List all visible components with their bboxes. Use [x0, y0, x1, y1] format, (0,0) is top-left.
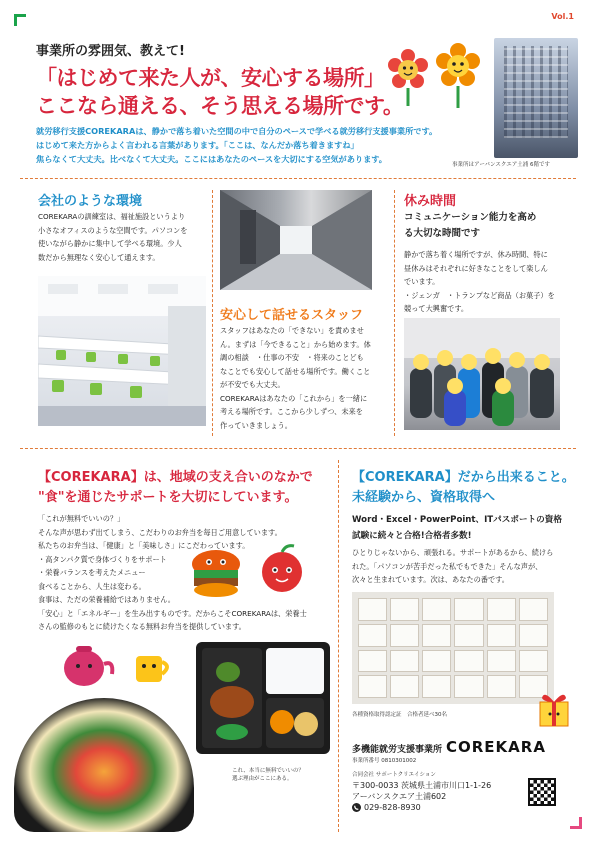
- building-caption: 事業所はアーバンスクエア土浦 6階です: [452, 162, 551, 168]
- phone-icon: [352, 803, 361, 812]
- intro-line: 就労移行支援COREKARAは、静かで落ち着いた空間の中で自分のペースで学べる就労移行支援事業所です。: [36, 126, 438, 136]
- intro-line: はじめて来た方からよく言われる言葉があります。「ここは、なんだか落ち着きますね」: [36, 140, 359, 150]
- flower-mascots-icon: [384, 36, 484, 116]
- bento-caption-line-2: 選ぶ理由がここにある。: [232, 776, 293, 782]
- certificates-caption: 各種資格取得認定証 合格者延べ30名: [352, 712, 447, 718]
- office-photo: [38, 276, 206, 426]
- hallway-photo: [220, 190, 372, 290]
- footer-phone-row: [352, 802, 421, 813]
- food-text: 「これが無料でいいの？」 そんな声が思わず出てしまう、こだわりのお弁当を毎日ご用意しています。 私たちのお弁当は、「健康」と「美味しさ」にこだわっています。 ・高タンパク質で身体づくりをサポート ・栄養バランスを考えたメニュー 食べることから、人生は変わる。 食事は、ただの栄養補給ではありません。 「安心」と「エネルギー」を生み出すものです。だからこそCOREKARAは、栄養士 さんの監修のもとに続けたくなる無料お弁当を提供しています。: [38, 514, 307, 631]
- corner-mark-bottom-right: [570, 817, 582, 829]
- qualify-subhead: Word・Excel・PowerPoint、ITパスポートの資格 試験に続々と合格!合格者多数!: [352, 515, 562, 541]
- hero-intro: [36, 124, 476, 166]
- break-title: 休み時間: [404, 194, 457, 209]
- teapot-mascots-icon: [54, 640, 190, 692]
- footer-phone: 029-828-8930: [364, 803, 421, 812]
- corner-mark-top-left: [14, 14, 26, 26]
- gift-box-icon: [536, 686, 572, 730]
- footer-company: 合同会社 サポートクリエイション: [352, 772, 436, 778]
- section-divider: [20, 448, 576, 449]
- team-photo: [404, 318, 560, 430]
- food-title-line-2: "食"を通じたサポートを大切にしています。: [38, 490, 298, 505]
- qualify-title-line-1: 【COREKARA】だから出来ること。: [352, 470, 575, 485]
- office-text: COREKARAの訓練室は、福祉施設というより 小さなオフィスのような空間です。パソコンを 使いながら静かに集中して学べる環境。少人 数だから無理なく安心して通えます。: [38, 212, 188, 262]
- hero-kicker: 事業所の雰囲気、教えて!: [36, 44, 185, 59]
- qr-code-icon[interactable]: [528, 778, 556, 806]
- column-divider: [394, 190, 395, 436]
- bento-photo: [196, 642, 330, 754]
- staff-title: 安心して話せるスタッフ: [220, 308, 364, 323]
- volume-label: Vol.1: [551, 12, 574, 21]
- break-subtitle: コミュニケーション能力を高め る大切な時間です: [404, 212, 537, 239]
- column-divider: [212, 190, 213, 436]
- office-title: 会社のような環境: [38, 194, 143, 209]
- intro-line: 焦らなくて大丈夫。比べなくて大丈夫。ここにはあなたのペースを大切にする空気があります。: [36, 154, 387, 164]
- bento-caption-line-1: これ、本当に無料でいいの？: [232, 768, 304, 774]
- staff-text: スタッフはあなたの「できない」を責めませ ん。まずは「今できること」から始めます。体 調の相談 ・仕事の不安 ・将来のことども なことでも安心して話せる場所です。働くこと が不安でも大丈夫。 COREKARAはあなたの「これから」を一緒に 考える場所です。ここから少しずつ、未来を 作っていきましょう。: [220, 326, 371, 430]
- footer-brand: COREKARA: [446, 738, 546, 756]
- hero-title-line-1: 「はじめて来た人が、安心する場所」: [36, 66, 385, 90]
- building-photo: [494, 38, 578, 158]
- footer-address: 〒300-0033 茨城県土浦市川口1-1-26: [352, 781, 492, 790]
- footer-building: アーバンスクエア土浦602: [352, 792, 447, 801]
- footer-title: 多機能就労支援事業所: [352, 745, 443, 755]
- certificates-photo: [352, 592, 554, 704]
- footer-license: 事業所番号 0810301002: [352, 758, 417, 764]
- qualify-text: ひとりじゃないから、頑張れる。サポートがあるから、続けら れた。「パソコンが苦手だった私でもできた」そんな声が、 次々と生まれています。次は、あなたの番です。: [352, 548, 554, 584]
- qualify-title-line-2: 未経験から、資格取得へ: [352, 490, 496, 505]
- column-divider: [338, 460, 339, 832]
- food-title-line-1: 【COREKARA】は、地域の支え合いのなかで: [38, 470, 313, 485]
- hero-title-line-2: ここなら通える、そう思える場所です。: [36, 94, 404, 118]
- break-text: 静かで落ち着く場所ですが、休み時間、特に 昼休みはそれぞれに好きなことをして楽しん でいます。 ・ジェンガ ・トランプなど商品（お菓子）を 競って大興奮です。: [404, 250, 555, 313]
- bibimbap-photo: [14, 698, 194, 832]
- food-mascots-icon: [186, 542, 316, 604]
- section-divider: [20, 178, 576, 179]
